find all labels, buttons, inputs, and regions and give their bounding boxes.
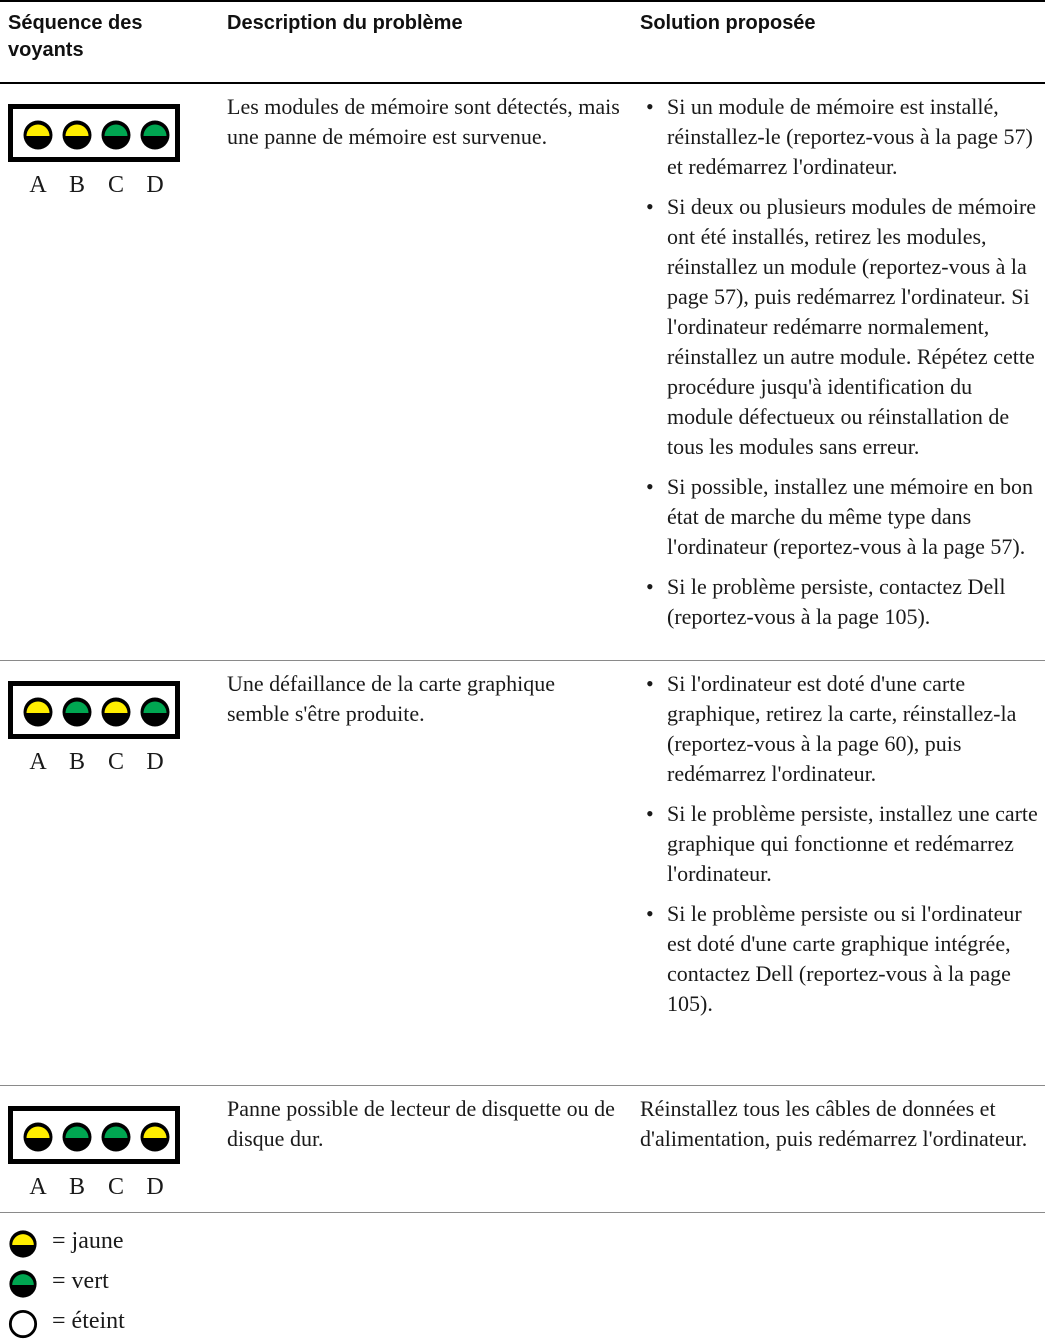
led-label-c: C (107, 172, 124, 198)
green-led-icon (8, 1269, 38, 1299)
led-a-icon (22, 696, 54, 728)
legend-item-green (0, 1263, 1045, 1303)
bullet-icon: • (646, 574, 654, 599)
solution-text: Si un module de mémoire est installé, réinstallez-le (reportez-vous à la page 57) et redémarrez l'ordinateur. (667, 94, 1033, 179)
solution-item (640, 669, 1040, 789)
led-d-icon (139, 119, 171, 151)
header-sequence: Séquence des voyants (8, 12, 143, 61)
led-sequence-box (8, 681, 180, 739)
solution-item (640, 472, 1040, 562)
led-c-icon (100, 119, 132, 151)
led-label-d: D (146, 1174, 164, 1200)
table-row (0, 661, 1045, 1086)
solution-list (640, 84, 1040, 642)
led-labels (8, 1172, 180, 1202)
led-b-icon (61, 119, 93, 151)
led-label-c: C (107, 1174, 124, 1200)
led-b-icon (61, 696, 93, 728)
bullet-icon: • (646, 671, 654, 696)
table-header (0, 0, 1045, 84)
led-label-b: B (68, 749, 85, 775)
led-c-icon (100, 1121, 132, 1153)
led-label-d: D (146, 172, 164, 198)
led-c-icon (100, 696, 132, 728)
solution-text: Réinstallez tous les câbles de données et d'alimentation, puis redémarrez l'ordinateur. (640, 1096, 1028, 1151)
solution-item (640, 799, 1040, 889)
solution-item (640, 572, 1040, 632)
header-solution: Solution proposée (640, 12, 816, 34)
led-legend (0, 1212, 1045, 1343)
led-sequence-box (8, 104, 180, 162)
bullet-icon: • (646, 94, 654, 119)
led-a-icon (22, 1121, 54, 1153)
solution-text: Si le problème persiste, installez une carte graphique qui fonctionne et redémarrez l'ordinateur. (667, 801, 1038, 886)
led-labels (8, 170, 180, 200)
problem-description: Les modules de mémoire sont détectés, mais une panne de mémoire est survenue. (227, 94, 620, 149)
led-d-icon (139, 696, 171, 728)
solution-item (640, 899, 1040, 1019)
legend-label: = vert (52, 1268, 109, 1294)
legend-label: = éteint (52, 1308, 125, 1334)
led-label-a: A (29, 172, 47, 198)
solution-text: Si deux ou plusieurs modules de mémoire ont été installés, retirez les modules, réinstallez un module (reportez-vous à la page 57), puis redémarrez l'ordinateur. Si l'ordinateur redémarre normalement, réinstallez un autre module. Répétez cette procédure jusqu'à identification du module défectueux ou réinstallation de tous les modules sans erreur. (667, 194, 1037, 459)
led-d-icon (139, 1121, 171, 1153)
led-label-a: A (29, 1174, 47, 1200)
legend-item-off (0, 1303, 1045, 1343)
solution-item (640, 92, 1040, 182)
problem-description: Une défaillance de la carte graphique semble s'être produite. (227, 671, 555, 726)
bullet-icon: • (646, 474, 654, 499)
solution-list (640, 661, 1040, 1029)
led-label-d: D (146, 749, 164, 775)
bullet-icon: • (646, 801, 654, 826)
off-led-icon (8, 1309, 38, 1339)
solution-item (640, 192, 1040, 462)
led-labels (8, 747, 180, 777)
problem-description: Panne possible de lecteur de disquette ou de disque dur. (227, 1096, 615, 1151)
table-row (0, 84, 1045, 661)
led-sequence-box (8, 1106, 180, 1164)
header-description: Description du problème (227, 12, 463, 34)
solution-text: Si possible, installez une mémoire en bon état de marche du même type dans l'ordinateur (reportez-vous à la page 57). (667, 474, 1033, 559)
solution-text: Si le problème persiste, contactez Dell (reportez-vous à la page 105). (667, 574, 1006, 629)
led-label-b: B (68, 1174, 85, 1200)
led-label-a: A (29, 749, 47, 775)
solution-text: Si l'ordinateur est doté d'une carte graphique, retirez la carte, réinstallez-la (reportez-vous à la page 60), puis redémarrez l'ordinateur. (667, 671, 1017, 786)
led-b-icon (61, 1121, 93, 1153)
led-a-icon (22, 119, 54, 151)
legend-label: = jaune (52, 1228, 124, 1254)
solution-text: Si le problème persiste ou si l'ordinateur est doté d'une carte graphique intégrée, contactez Dell (reportez-vous à la page 105). (667, 901, 1022, 1016)
led-label-b: B (68, 172, 85, 198)
led-label-c: C (107, 749, 124, 775)
bullet-icon: • (646, 901, 654, 926)
bullet-icon: • (646, 194, 654, 219)
legend-item-yellow (0, 1223, 1045, 1263)
yellow-led-icon (8, 1229, 38, 1259)
